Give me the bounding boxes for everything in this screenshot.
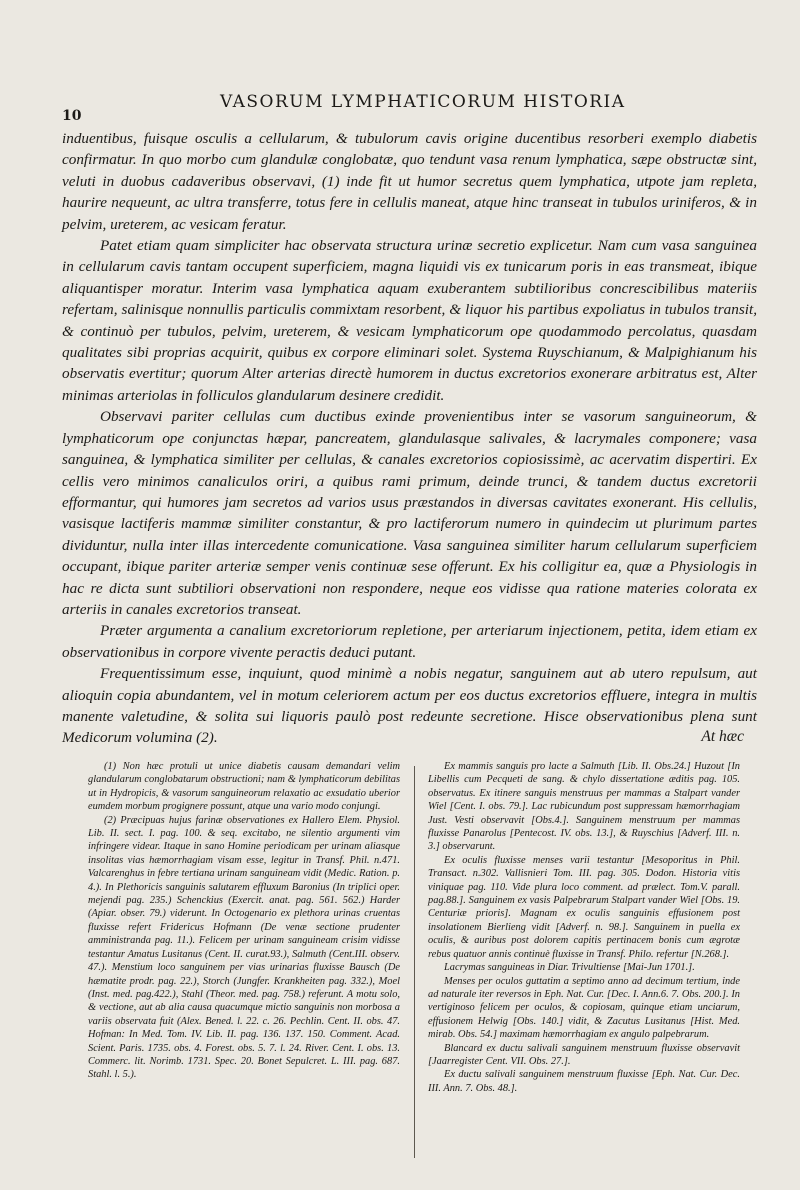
paragraph-4: Præter argumenta a canalium excretoriorum repletione, per arteriarum injectionem, petita, idem etiam ex observationibus in corpore vivente peractis deduci putant. bbox=[62, 622, 757, 661]
footnote-paragraph: Menses per oculos guttatim a septimo anno ad decimum tertium, inde ad naturale iter reversos in Eph. Nat. Cur. [Dec. I. Ann.6. 7. Obs. 200.]. In vertiginoso felicem per oculos, & copiosam, quinque etiam unciarum, effusionem Helwig [Obs. 140.] vidit, & Zacutus Lusitanus [Hist. Med. mirab. Obs. 54.] maximam hæmorrhagiam ex angulo palpebrarum. bbox=[428, 975, 740, 1041]
footnote-1: (1) Non hæc protuli ut unice diabetis causam demandari velim glandularum conglobatarum obstructioni; nam & lymphaticorum debilitas ut in Hydropicis, & vasorum sanguineorum relaxatio ac exsudatio uberior eumdem morbum progignere possunt, atque una vario modo conjungi. bbox=[88, 761, 400, 813]
footnotes-right-column bbox=[428, 760, 740, 1095]
main-text bbox=[62, 128, 757, 749]
footnote-paragraph: Ex mammis sanguis pro lacte a Salmuth [Lib. II. Obs.24.] Huzout [In Libellis cum Pecqueti de sang. & chylo dissertatione æditis pag. 105. observatus. Ex itinere sanguis menstruus per mammas a Stalpart vander Wiel [Cent. I. obs. 79.]. Lac rubicundum post suppressam hæmorrhagiam Just. Vesti observavit [Obs.4.]. Sanguinem menstruum per mammas fluxisse Panarolus [Pentecost. IV. obs. 13.], & Ruyschius [Adverf. III. n. 3.] observarunt. bbox=[428, 761, 740, 853]
running-title: VASORUM LYMPHATICORUM HISTORIA bbox=[220, 92, 626, 112]
column-divider bbox=[414, 766, 415, 1158]
catchword: At hæc bbox=[701, 728, 744, 745]
page-number: 10 bbox=[62, 108, 82, 124]
footnotes-left-column bbox=[88, 760, 400, 1082]
footnotes bbox=[88, 760, 758, 1165]
paragraph-2: Patet etiam quam simpliciter hac observata structura urinæ secretio explicetur. Nam cum vasa sanguinea in cellularum cavis tantam occupent superficiem, magna liquidi vis ex tunicarum poris in eas transmeat, ibique aliquantisper moratur. Interim vasa lymphatica aquam exuberantem subtilioribus concrescibilibus materiis refertam, salinisque nonnullis particulis commixtam resorbent, & liquor his partibus expoliatus in tubulos transit, & continuò per tubulos, pelvim, ureterem, & vesicam lymphaticorum ope quodammodo percolatus, quasdam qualitates sibi proprias acquirit, quibus ex corpore eliminari solet. Systema Ruyschianum, & Malpighianum his observatis evertitur; quorum Alter arterias directè humorem in ductus excretorios exonerare arbitratus est, Alter minimas arteriolas in folliculos glandularum desinere credidit. bbox=[62, 237, 757, 404]
paragraph-5: Frequentissimum esse, inquiunt, quod minimè a nobis negatur, sanguinem aut ab utero repulsum, aut alioquin copia abundantem, vel in motum celeriorem actum per eos ductus excretorios effluere, integra in multis manente valetudine, & solita sui liquoris paulò post redeunte secretione. Hisce observationibus plena sunt Medicorum volumina (2). bbox=[62, 665, 757, 747]
footnote-2: (2) Præcipuas hujus farinæ observationes ex Hallero Elem. Physiol. Lib. II. sect. I. pag. 100. & seq. excitabo, ne silentio argumenti vim infringere videar. Itaque in sano Homine periodicam per urinam aliasque insolitas vias hæmorrhagiam visam esse, legitur in Transf. Phil. n.471. Valcarenghus in febre tertiana urinam sanguineam vidit (Medic. Ration. p. 4.). In Plethoricis sanguinis salutarem effluxum Baronius (In triplici oper. mejendi pag. 235.) Schenckius (Exercit. anat. pag. 561. 562.) Harder (Apiar. obser. 79.) viderunt. In Octogenario ex plethora urinas cruentas fluxisse refert Fridericus Hofmann (De venæ sectione prudenter amministranda pag. 11.). Felicem per urinam sanguineam crisim vidisse testantur Amatus Lusitanus (Cent. II. curat.93.), Salmuth (Cent.III. observ. 47.). Menstium loco sanguinem per vias urinarias fluxisse Bausch (De hæmatite prodr. pag. 22.), Storch (Jungfer. Krankheiten pag. 332.), Moel (Inst. med. pag.422.), Stahl (Theor. med. pag. 758.) referunt. A motu solo, & vectione, aut ab alia causa quacumque mictio sanguinis non morbosa a variis observata fuit (Alex. Bened. l. 22. c. 26. Pechlin. Cent. II. obs. 47. Hofman: In Med. Tom. IV. Lib. II. pag. 136. 137. 150. Comment. Acad. Scient. Paris. 1735. obs. 4. Forest. obs. 5. 7. l. 24. River. Cent. I. obs. 13. Commerc. lit. Norimb. 1731. Spec. 20. Bonet Sepulcret. L. III. pag. 687. Stahl. l. 5.). bbox=[88, 814, 400, 1081]
footnote-paragraph: Ex ductu salivali sanguinem menstruum fluxisse [Eph. Nat. Cur. Dec. III. Ann. 7. Obs. 48.]. bbox=[428, 1069, 740, 1094]
footnote-paragraph: Ex oculis fluxisse menses varii testantur [Mesoporitus in Phil. Transact. n.302. Vallisnieri Tom. III. pag. 305. Dodon. Historia vitis viniquae pag. 110. Vide plura loco comment. ad prælect. Tom.V. parall. pag.88.]. Sanguinem ex vasis Palpebrarum Stalpart vander Wiel [Obs. 19. Centuriæ prioris]. Magnam ex oculis sanguinis effusionem post insolationem Bierlieng vidit [Adverf. n. 98.]. Sanguinem in puella ex oculis, & auribus post dolorem capitis pertinacem bonis cum ægrotæ rebus quatuor annis continuè fluxisse in Transf. Philo. refertur [N.268.]. bbox=[428, 854, 740, 960]
footnote-paragraph: Lacrymas sanguineas in Diar. Trivultiense [Mai-Jun 1701.]. bbox=[444, 962, 695, 974]
footnote-paragraph: Blancard ex ductu salivali sanguinem menstruum fluxisse observavit [Jaarregister Cent. VII. Obs. 27.]. bbox=[428, 1042, 740, 1067]
paragraph-3: Observavi pariter cellulas cum ductibus exinde provenientibus inter se vasorum sanguineorum, & lymphaticorum ope conjunctas hæpar, pancreatem, glandulasque salivales, & lacrymales componere; vasa sanguinea, & lymphatica similiter per cellulas, & canales excretorios copiosissimè, ac acervatim dispertiri. Ex cellis vero minimos canaliculos oriri, a quibus rami primum, deinde trunci, & tandem ductus excretorii efformantur, qui humores jam secretos ad varios usus præstandos in diversas cavitates exonerant. His cellulis, vasisque lactiferis mammæ similiter constantur, & pro lactiferorum numero in quindecim ut plurimum partes dividuntur, nulla inter illas intercedente comunicatione. Vasa sanguinea similiter harum cellularum superficiem occupant, ibique pariter arteriæ semper venis continuæ sese offerunt. Ex his colligitur ea, quæ a Physiologis in hac re dicta sunt subtiliori observationi non respondere, neque eos vidisse qua ratione materies colorata ex arteriis in canales excretorios transeat. bbox=[62, 408, 757, 618]
page-header bbox=[62, 92, 760, 122]
paragraph-1: induentibus, fuisque osculis a cellularum, & tubulorum cavis origine ducentibus resorberi exemplo diabetis confirmatur. In quo morbo cum glandulæ conglobatæ, quo tendunt vasa renum lymphatica, sæpe obstructæ sint, veluti in duobus cadaveribus observavi, (1) inde fit ut humor secretus quem lymphatica, utpote jam repleta, haurire nequeunt, ac ultra transferre, totus fere in cellulis maneat, atque hinc transeat in tubulos uriniferos, & in pelvim, ureterem, ac vesicam feratur. bbox=[62, 130, 757, 233]
